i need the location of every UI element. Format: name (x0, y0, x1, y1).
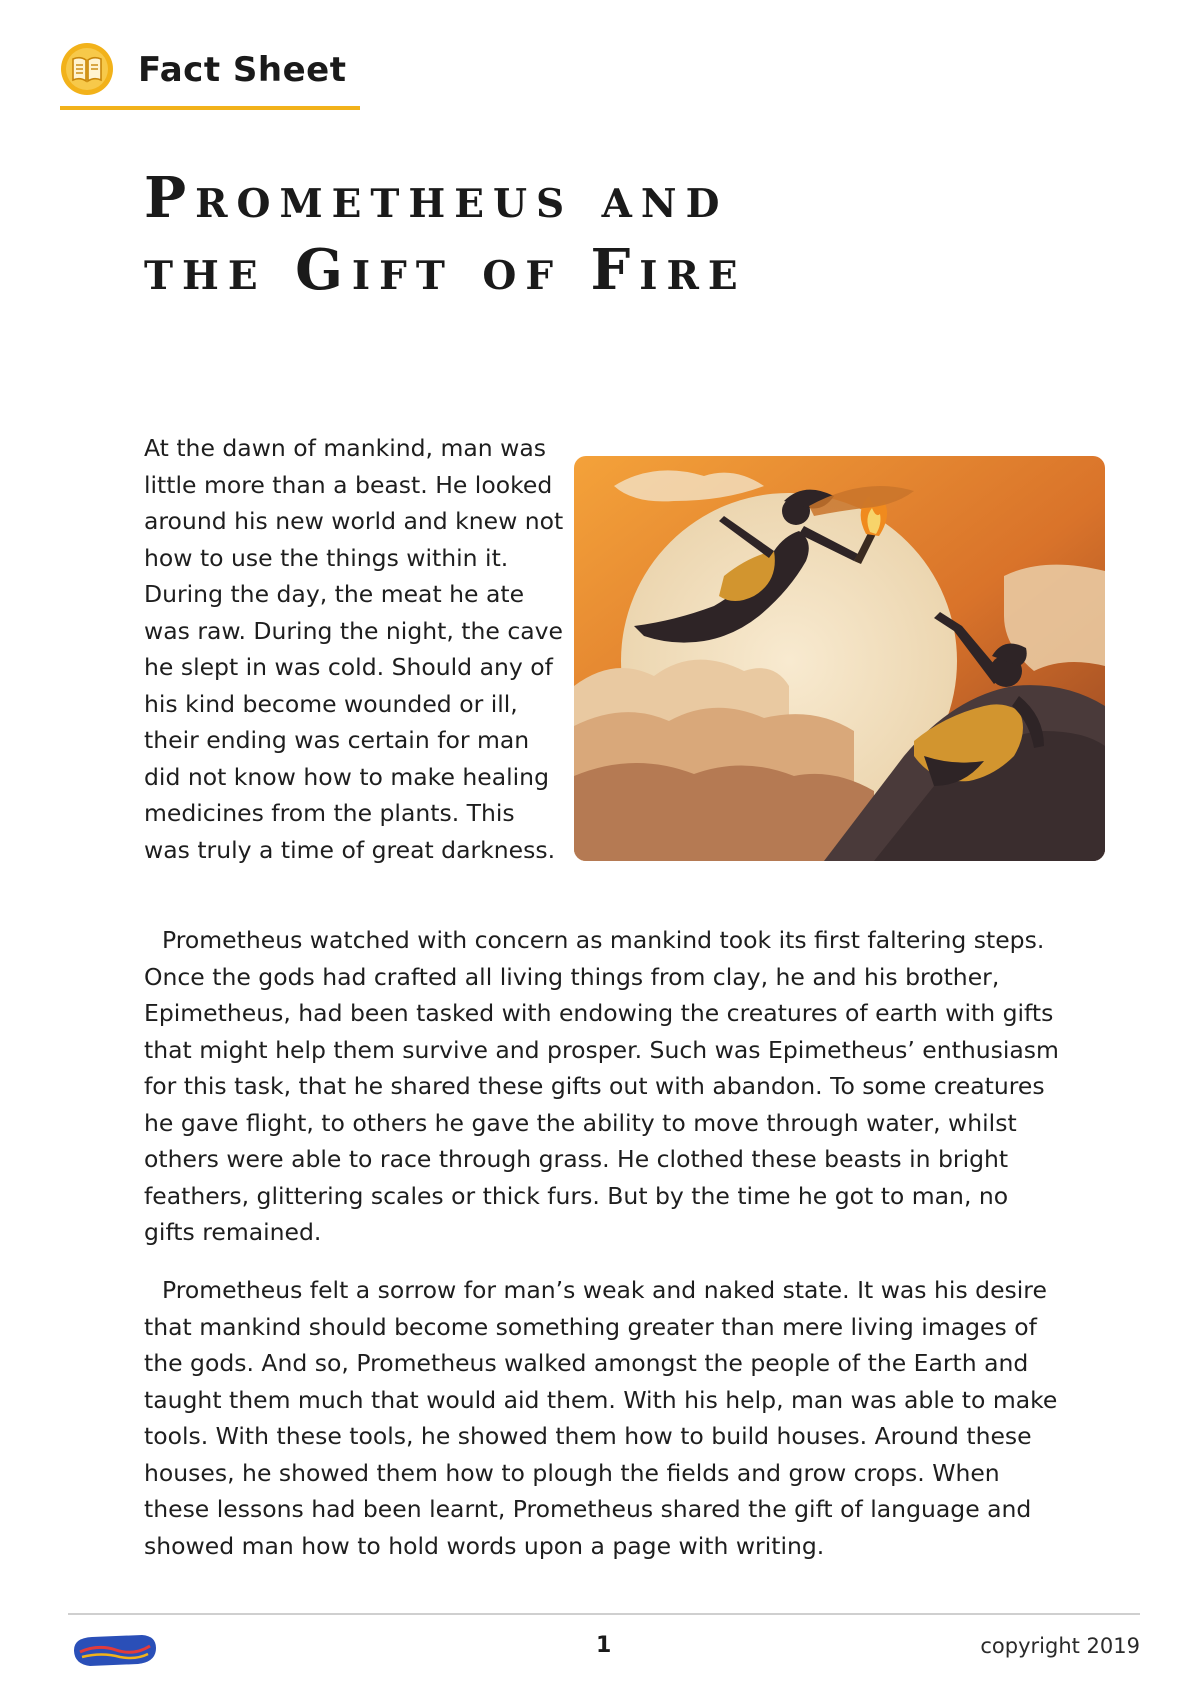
brand-logo-icon (68, 1630, 160, 1670)
page-title: Prometheus and the Gift of Fire (144, 165, 747, 303)
prometheus-illustration (574, 456, 1105, 861)
book-icon (60, 42, 114, 96)
page-header (60, 40, 360, 110)
copyright-notice: copyright 2019 (980, 1634, 1140, 1658)
page-number: 1 (596, 1633, 612, 1658)
header-divider (60, 106, 360, 110)
intro-paragraph: At the dawn of mankind, man was little more than a beast. He looked around his new world and knew not how to use the things within it. During the day, the meat he ate was raw. During the night, the cave he slept in was cold. Should any of his kind become wounded or ill, their ending was certain for man did not know how to make healing medicines from the plants. This was truly a time of great darkness. (144, 434, 564, 864)
body-paragraph: Prometheus watched with concern as mankind took its first faltering steps. Once the gods had crafted all living things from clay, he and his brother, Epimetheus, had been tasked with endowing the creatures of earth with gifts that might help them survive and prosper. Such was Epimetheus’ enthusiasm for this task, that he shared these gifts out with abandon. To some creatures he gave flight, to others he gave the ability to move through water, whilst others were able to race through grass. He clothed these beasts in bright feathers, glittering scales or thick furs. But by the time he got to man, no gifts remained. (144, 926, 1059, 1246)
body-paragraph: Prometheus felt a sorrow for man’s weak and naked state. It was his desire that mankind should become something greater than mere living images of the gods. And so, Prometheus walked amongst the people of the Earth and taught them much that would aid them. With his help, man was able to make tools. With these tools, he showed them how to build houses. Around these houses, he showed them how to plough the fields and grow crops. When these lessons had been learnt, Prometheus shared the gift of language and showed man how to hold words upon a page with writing. (144, 1276, 1058, 1560)
footer-divider (68, 1613, 1140, 1615)
header-title: Fact Sheet (138, 50, 347, 90)
